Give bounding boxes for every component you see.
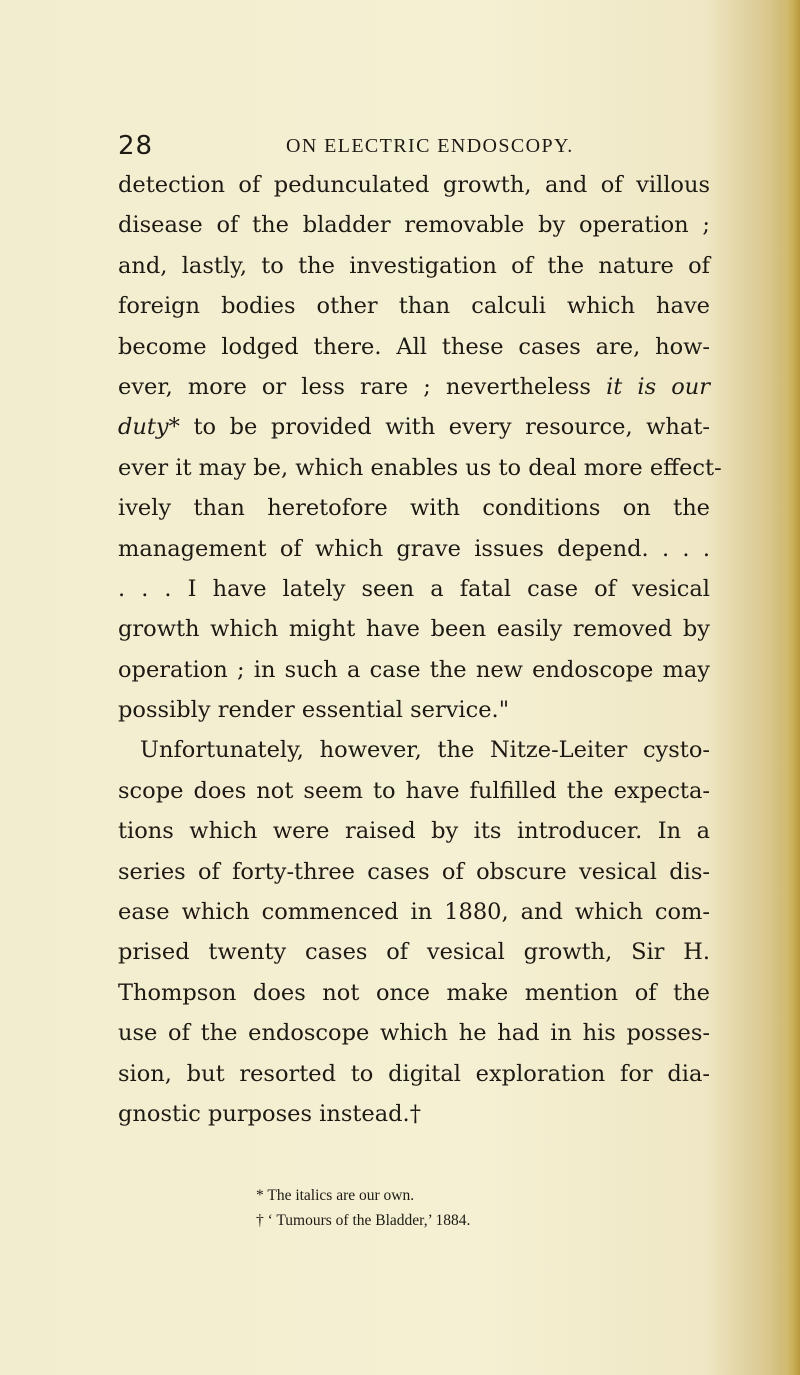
text-line: Thompson does not once make mention of the bbox=[118, 979, 710, 1006]
italic-emphasis: it is our bbox=[606, 373, 710, 400]
text-line: and, lastly, to the investigation of the nature of bbox=[118, 252, 710, 279]
text-line: ever it may be, which enables us to deal more effect- bbox=[118, 454, 722, 481]
italic-emphasis: duty bbox=[118, 414, 169, 441]
footnote: * The italics are our own. bbox=[256, 1187, 415, 1204]
running-head: ON ELECTRIC ENDOSCOPY. bbox=[286, 135, 574, 157]
paragraph-start-line: Unfortunately, however, the Nitze-Leiter cysto- bbox=[140, 737, 710, 764]
footnote: † ‘ Tumours of the Bladder,’ 1884. bbox=[256, 1212, 471, 1229]
page-edge-shading bbox=[778, 0, 800, 1375]
text-line: ively than heretofore with conditions on the bbox=[118, 495, 710, 522]
text-line: duty* to be provided with every resource, what- bbox=[118, 414, 710, 441]
text-line: possibly render essential service." bbox=[118, 697, 510, 724]
body-text bbox=[118, 165, 722, 1134]
text-line: growth which might have been easily removed by bbox=[118, 616, 710, 643]
text-line: foreign bodies other than calculi which have bbox=[118, 293, 710, 320]
text-line: tions which were raised by its introducer. In a bbox=[118, 818, 710, 845]
text-line: sion, but resorted to digital exploration for dia- bbox=[118, 1060, 710, 1087]
text-line: use of the endoscope which he had in his posses- bbox=[118, 1020, 710, 1047]
text-line: become lodged there. All these cases are, how- bbox=[118, 333, 710, 360]
text-line: management of which grave issues depend. . . . bbox=[118, 535, 710, 562]
text-line: ever, more or less rare ; nevertheless it is our bbox=[118, 373, 710, 400]
text-line: disease of the bladder removable by operation ; bbox=[118, 212, 710, 239]
text-line: scope does not seem to have fulfilled the expecta- bbox=[118, 777, 710, 804]
footnotes bbox=[256, 1183, 676, 1233]
text-line: detection of pedunculated growth, and of villous bbox=[118, 172, 710, 198]
text-line: series of forty-three cases of obscure vesical dis- bbox=[118, 858, 710, 885]
page-header bbox=[118, 126, 708, 166]
text-line: gnostic purposes instead.† bbox=[118, 1100, 421, 1127]
text-line: prised twenty cases of vesical growth, Sir H. bbox=[118, 939, 710, 966]
text-line: ease which commenced in 1880, and which com- bbox=[118, 899, 710, 926]
page-number: 28 bbox=[118, 131, 154, 161]
text-line: . . . I have lately seen a fatal case of vesical bbox=[118, 575, 710, 602]
text-line: operation ; in such a case the new endoscope may bbox=[118, 656, 710, 683]
